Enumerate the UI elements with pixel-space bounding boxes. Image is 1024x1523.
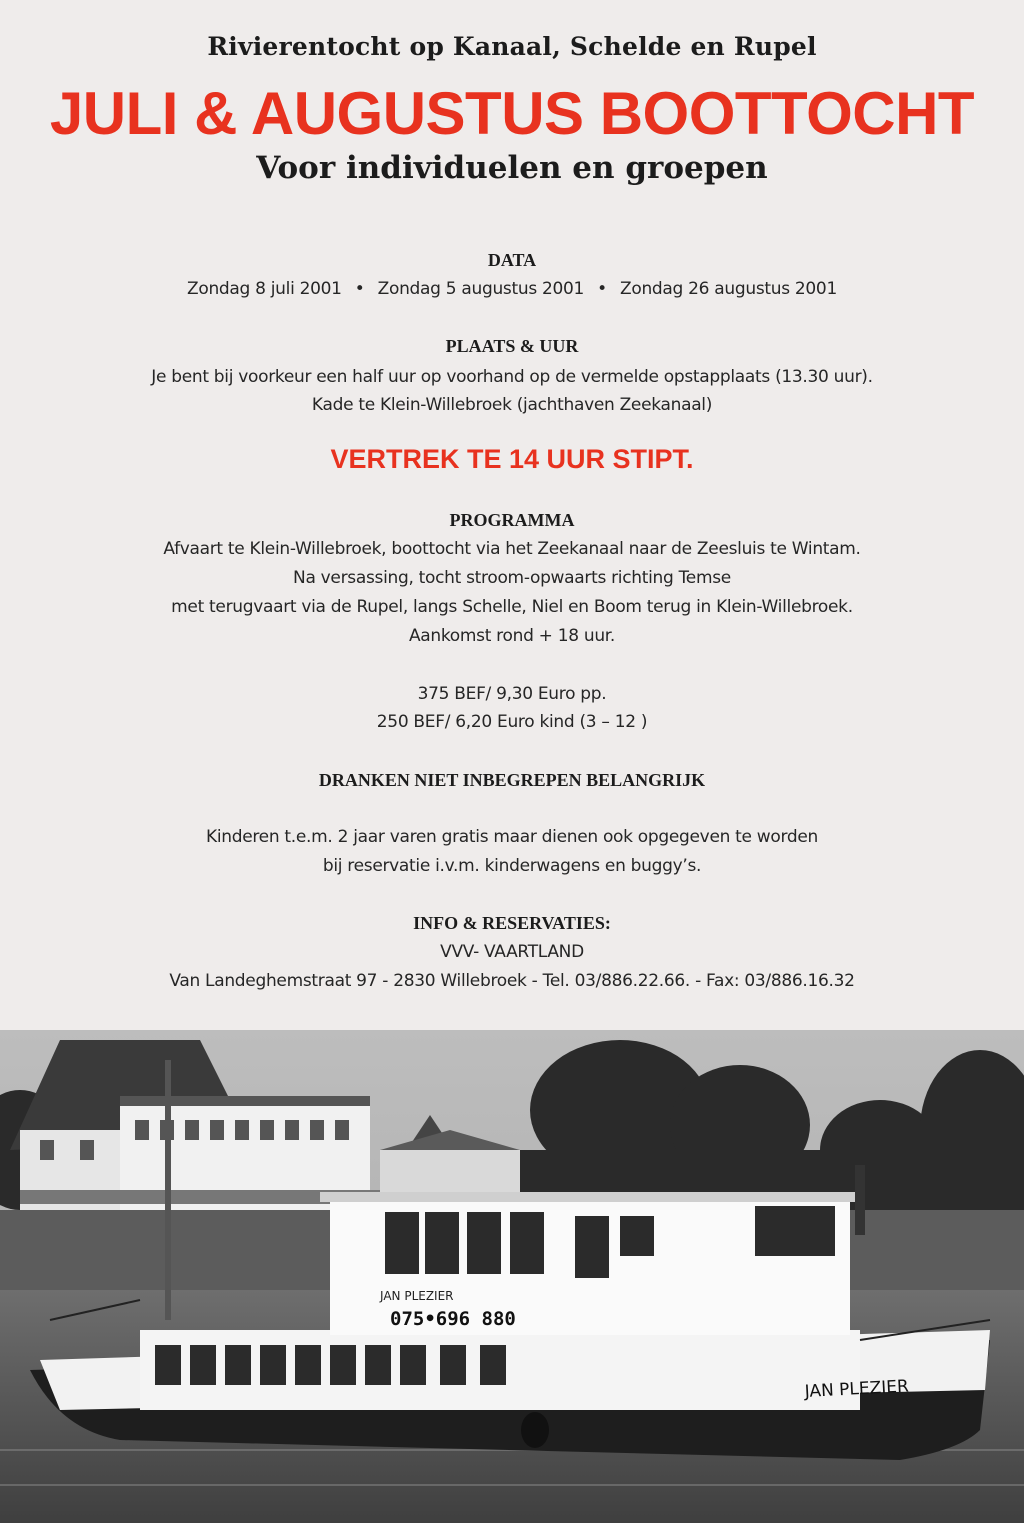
price-adult: 375 BEF/ 9,30 Euro pp. <box>417 684 607 704</box>
date-1: Zondag 8 juli 2001 <box>187 279 342 299</box>
info-organization: VVV- VAARTLAND <box>440 942 584 962</box>
date-2: Zondag 5 augustus 2001 <box>377 279 585 299</box>
boat-name-hull: JAN PLEZIER <box>804 1376 910 1402</box>
program-heading: PROGRAMMA <box>449 510 575 530</box>
data-heading: DATA <box>487 250 537 270</box>
children-note-line: Kinderen t.e.m. 2 jaar varen gratis maar dienen ook opgegeven te worden <box>205 827 819 847</box>
place-line: Je bent bij voorkeur een half uur op voorhand op de vermelde opstapplaats (13.30 uur). <box>151 367 873 387</box>
info-heading: INFO & RESERVATIES: <box>413 913 611 933</box>
departure-time: VERTREK TE 14 UUR STIPT. <box>330 444 694 474</box>
place-line: Kade te Klein-Willebroek (jachthaven Zeekanaal) <box>311 395 713 415</box>
dates-line <box>0 279 1024 299</box>
date-separator: • <box>597 279 607 299</box>
subtitle: Voor individuelen en groepen <box>256 150 768 186</box>
date-separator: • <box>354 279 365 299</box>
boat-photo-illustration <box>0 1030 1024 1523</box>
program-line: Aankomst rond + 18 uur. <box>408 626 616 646</box>
top-line: Rivierentocht op Kanaal, Schelde en Rupel <box>207 32 817 61</box>
program-line: Na versassing, tocht stroom-opwaarts richting Temse <box>293 568 731 588</box>
program-line: met terugvaart via de Rupel, langs Schelle, Niel en Boom terug in Klein-Willebroek. <box>171 597 853 617</box>
boat-phone: 075•696 880 <box>390 1308 516 1330</box>
boat-name-top: JAN PLEZIER <box>380 1289 454 1303</box>
program-line: Afvaart te Klein-Willebroek, boottocht via het Zeekanaal naar de Zeesluis te Wintam. <box>163 539 861 559</box>
place-heading: PLAATS & UUR <box>445 336 579 356</box>
info-contact: Van Landeghemstraat 97 - 2830 Willebroek - Tel. 03/886.22.66. - Fax: 03/886.16.32 <box>169 971 855 991</box>
boat-photo <box>0 1030 1024 1523</box>
date-3: Zondag 26 augustus 2001 <box>620 279 837 299</box>
drinks-note: DRANKEN NIET INBEGREPEN BELANGRIJK <box>318 770 706 790</box>
children-note-line: bij reservatie i.v.m. kinderwagens en buggy’s. <box>322 856 702 876</box>
price-child: 250 BEF/ 6,20 Euro kind (3 – 12 ) <box>376 712 648 732</box>
headline: JULI & AUGUSTUS BOOTTOCHT <box>49 80 975 147</box>
